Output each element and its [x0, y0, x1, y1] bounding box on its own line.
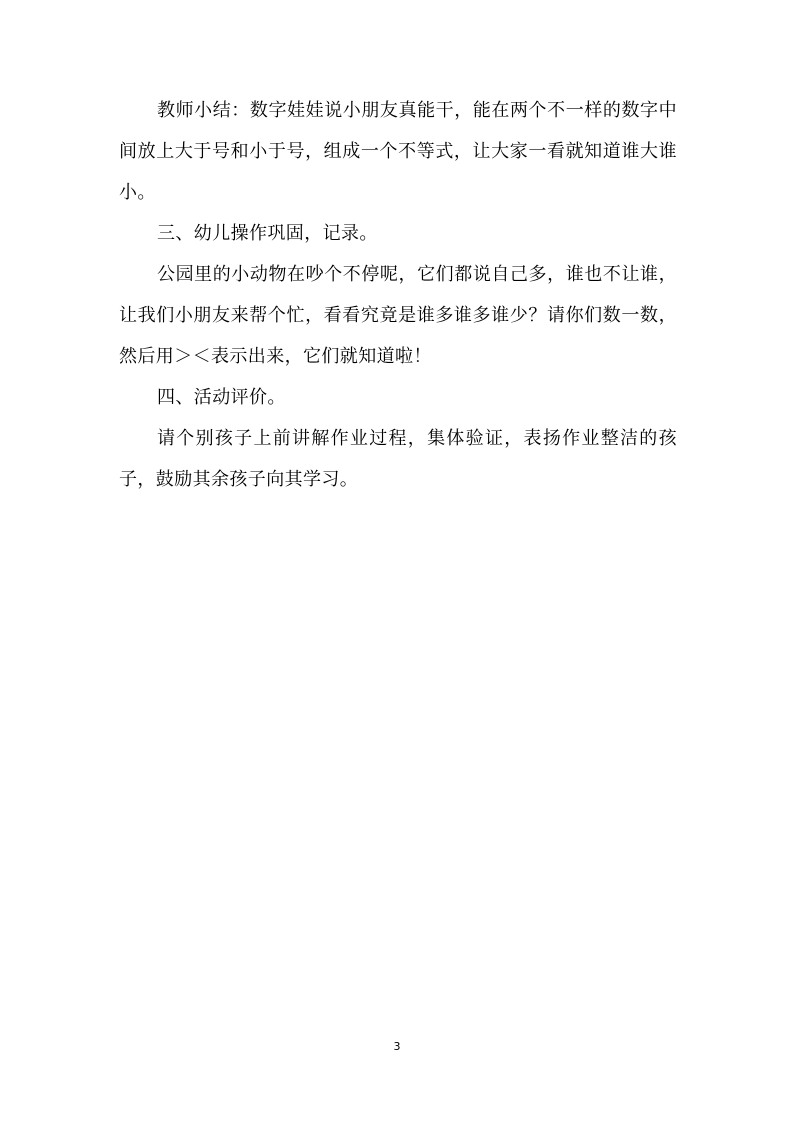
heading-section-four: 四、活动评价。 [157, 387, 286, 408]
document-body [119, 90, 677, 500]
paragraph-teacher-summary: 教师小结：数字娃娃说小朋友真能干，能在两个不一样的数字中间放上大于号和小于号，组成一个不等式，让大家一看就知道谁大谁小。 [119, 100, 677, 203]
paragraph-evaluation: 请个别孩子上前讲解作业过程，集体验证，表扬作业整洁的孩子，鼓励其余孩子向其学习。 [119, 428, 677, 490]
heading-section-three: 三、幼儿操作巩固，记录。 [157, 223, 378, 244]
paragraph-park-animals: 公园里的小动物在吵个不停呢，它们都说自己多，谁也不让谁，让我们小朋友来帮个忙，看看究竟是谁多谁多谁少？请你们数一数，然后用＞＜表示出来，它们就知道啦！ [119, 264, 677, 367]
page-number: 3 [393, 1040, 401, 1053]
